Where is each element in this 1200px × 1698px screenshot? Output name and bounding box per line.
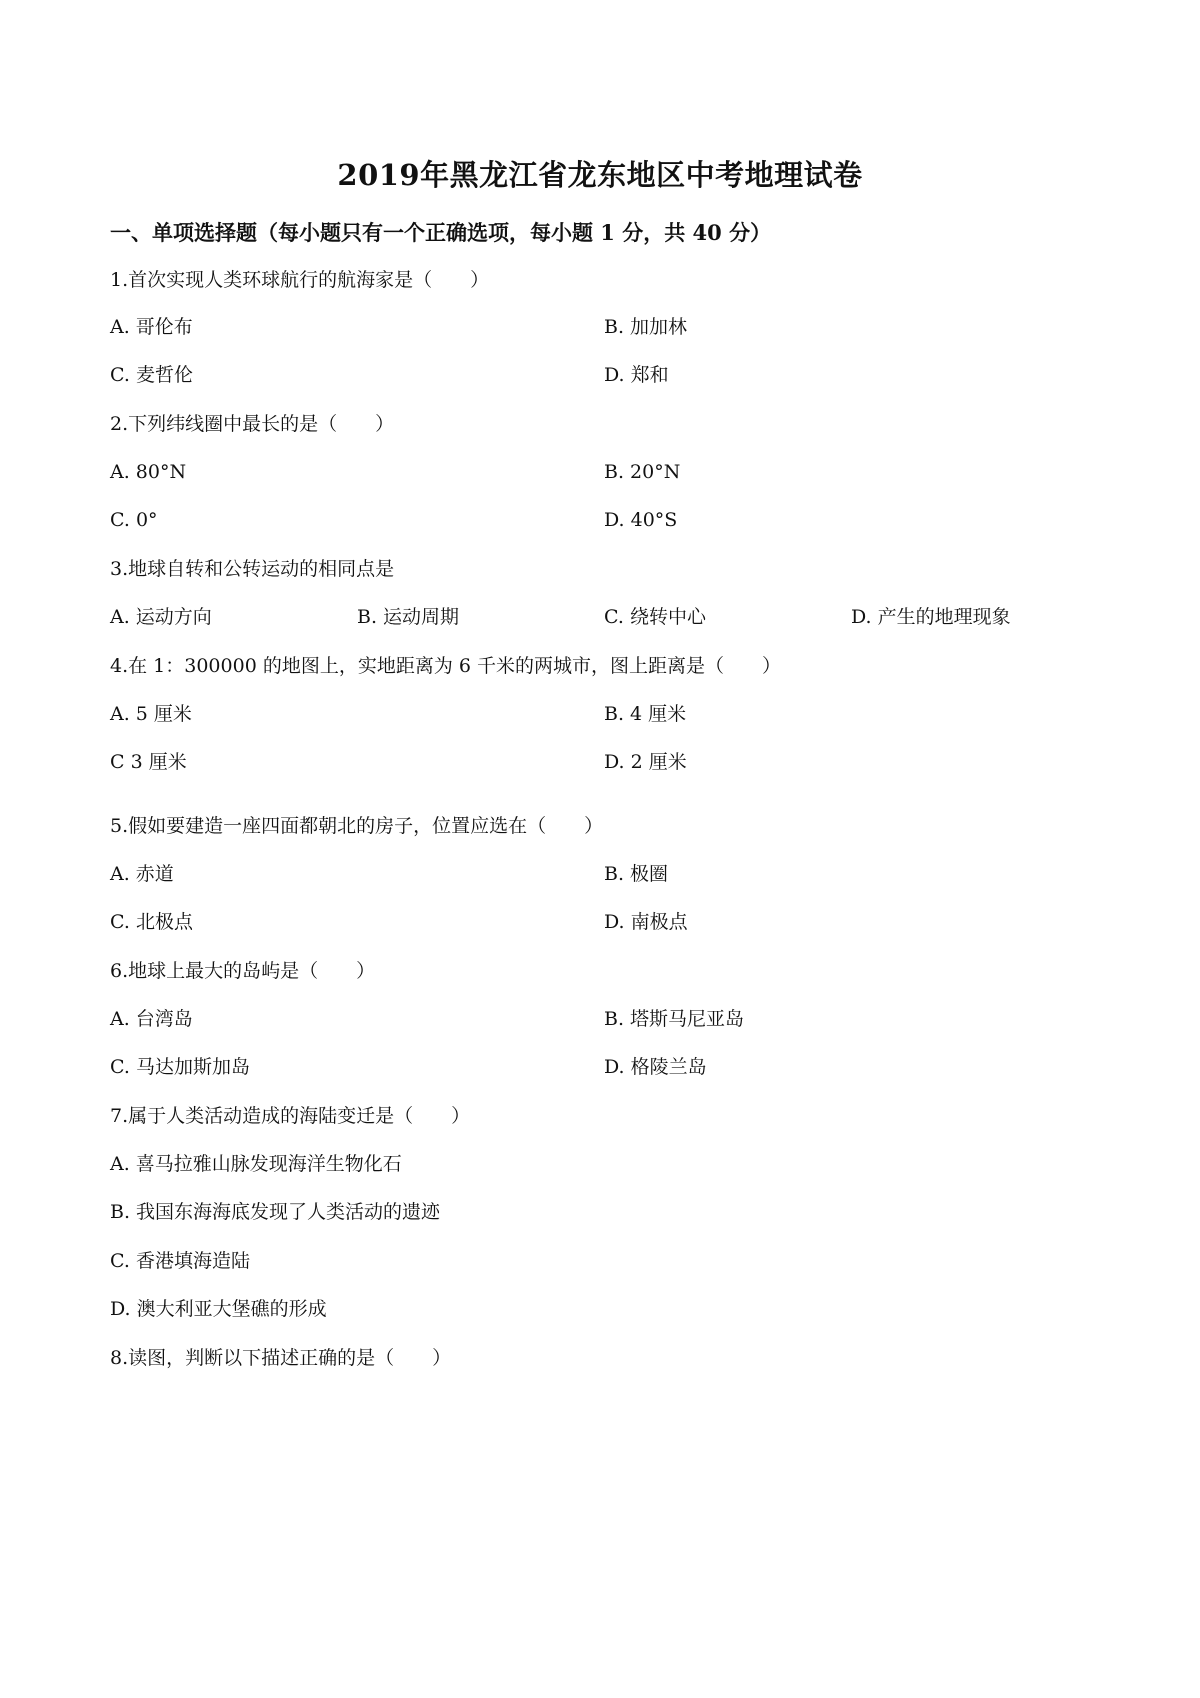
question-7-option-c: C. 香港填海造陆 — [110, 1250, 250, 1272]
question-7-stem: 7.属于人类活动造成的海陆变迁是（ ） — [110, 1105, 471, 1127]
question-2-option-d: D. 40°S — [604, 509, 678, 531]
question-3-option-a: A. 运动方向 — [110, 606, 212, 628]
question-6-option-d: D. 格陵兰岛 — [604, 1056, 707, 1078]
question-5-option-b: B. 极圈 — [604, 863, 669, 885]
question-2-option-b: B. 20°N — [604, 461, 681, 483]
question-3-option-c: C. 绕转中心 — [604, 606, 706, 628]
question-2-option-c: C. 0° — [110, 509, 158, 531]
question-6-option-a: A. 台湾岛 — [110, 1008, 193, 1030]
question-1-stem: 1.首次实现人类环球航行的航海家是（ ） — [110, 269, 490, 291]
question-4-option-c: C 3 厘米 — [110, 751, 187, 773]
question-7-option-d: D. 澳大利亚大堡礁的形成 — [110, 1298, 327, 1320]
question-1-option-d: D. 郑和 — [604, 364, 669, 386]
question-3-option-b: B. 运动周期 — [357, 606, 460, 628]
question-8-stem: 8.读图，判断以下描述正确的是（ ） — [110, 1347, 452, 1369]
question-1-option-c: C. 麦哲伦 — [110, 364, 193, 386]
question-2-stem: 2.下列纬线圈中最长的是（ ） — [110, 413, 395, 435]
question-6-option-c: C. 马达加斯加岛 — [110, 1056, 250, 1078]
question-1-option-b: B. 加加林 — [604, 316, 688, 338]
section-heading: 一、单项选择题（每小题只有一个正确选项，每小题 1 分，共 40 分） — [110, 220, 772, 245]
question-3-option-d: D. 产生的地理现象 — [851, 606, 1011, 628]
question-5-option-d: D. 南极点 — [604, 911, 688, 933]
question-4-stem: 4.在 1：300000 的地图上，实地距离为 6 千米的两城市，图上距离是（ ） — [110, 655, 781, 677]
question-4-option-d: D. 2 厘米 — [604, 751, 687, 773]
question-2-option-a: A. 80°N — [110, 461, 187, 483]
question-6-stem: 6.地球上最大的岛屿是（ ） — [110, 960, 376, 982]
exam-title: 2019年黑龙江省龙东地区中考地理试卷 — [337, 158, 863, 192]
question-5-option-c: C. 北极点 — [110, 911, 193, 933]
question-5-stem: 5.假如要建造一座四面都朝北的房子，位置应选在（ ） — [110, 815, 604, 837]
question-6-option-b: B. 塔斯马尼亚岛 — [604, 1008, 745, 1030]
question-7-option-a: A. 喜马拉雅山脉发现海洋生物化石 — [110, 1153, 402, 1175]
question-7-option-b: B. 我国东海海底发现了人类活动的遗迹 — [110, 1201, 441, 1223]
question-3-stem: 3.地球自转和公转运动的相同点是 — [110, 558, 395, 580]
question-1-option-a: A. 哥伦布 — [110, 316, 193, 338]
question-5-option-a: A. 赤道 — [110, 863, 174, 885]
question-4-option-b: B. 4 厘米 — [604, 703, 687, 725]
question-4-option-a: A. 5 厘米 — [110, 703, 192, 725]
